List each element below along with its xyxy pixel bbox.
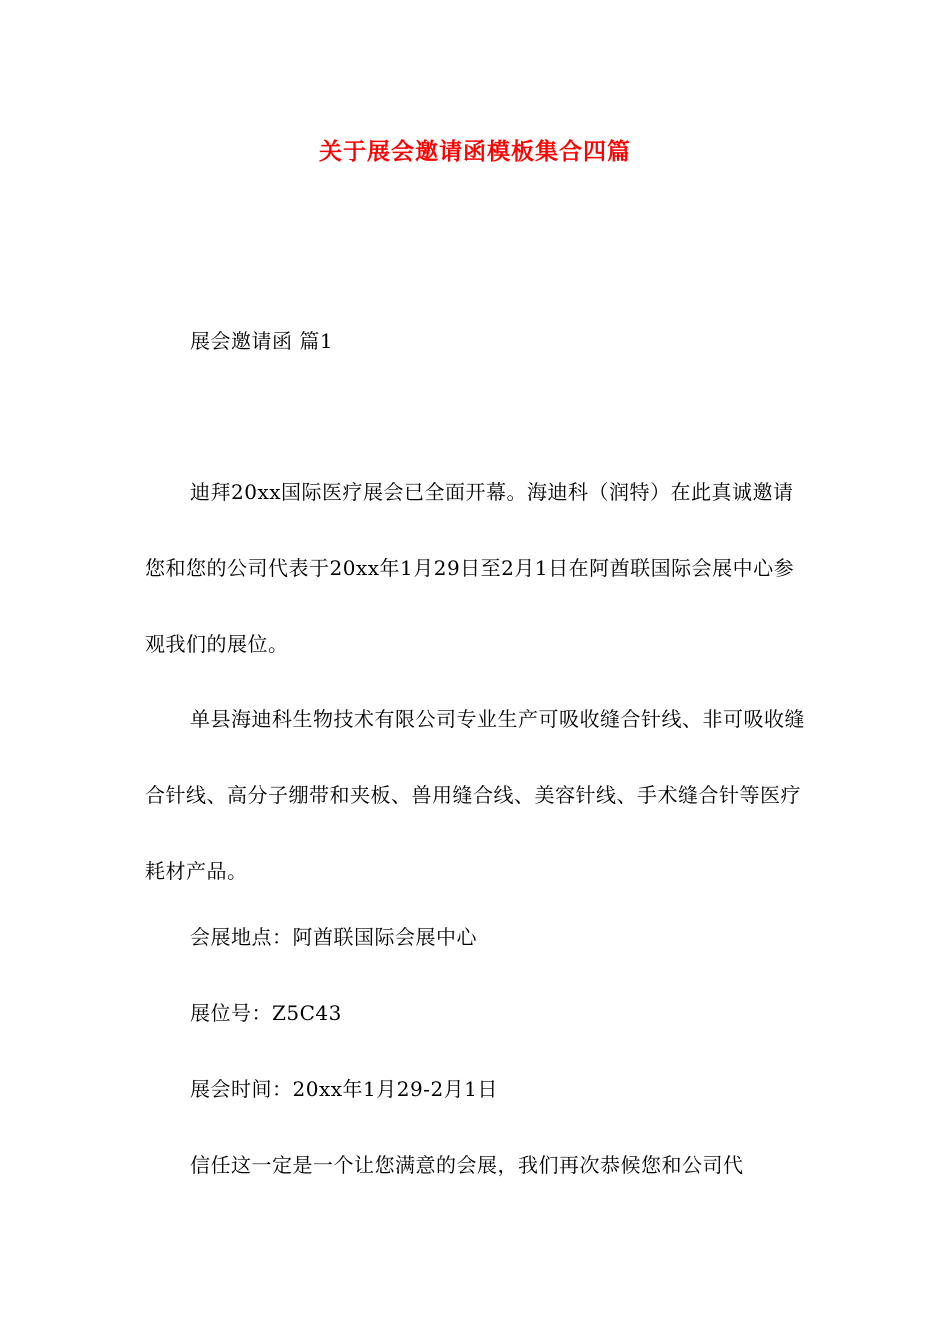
section-heading: 展会邀请函 篇1: [190, 329, 334, 353]
venue-line: 会展地点：阿酋联国际会展中心: [190, 925, 477, 949]
paragraph-company-intro: 单县海迪科生物技术有限公司专业生产可吸收缝合针线、非可吸收缝合针线、高分子绷带和夹板、兽用缝合线、美容针线、手术缝合针等医疗耗材产品。: [145, 707, 805, 883]
document-title: 关于展会邀请函模板集合四篇: [319, 138, 631, 165]
time-line: 展会时间：20xx年1月29-2月1日: [190, 1077, 498, 1101]
booth-line: 展位号：Z5C43: [190, 1001, 342, 1025]
paragraph-invitation: 迪拜20xx国际医疗展会已全面开幕。海迪科（润特）在此真诚邀请您和您的公司代表于20xx年1月29日至2月1日在阿酋联国际会展中心参观我们的展位。: [145, 480, 795, 656]
closing-line: 信任这一定是一个让您满意的会展，我们再次恭候您和公司代: [190, 1153, 744, 1177]
